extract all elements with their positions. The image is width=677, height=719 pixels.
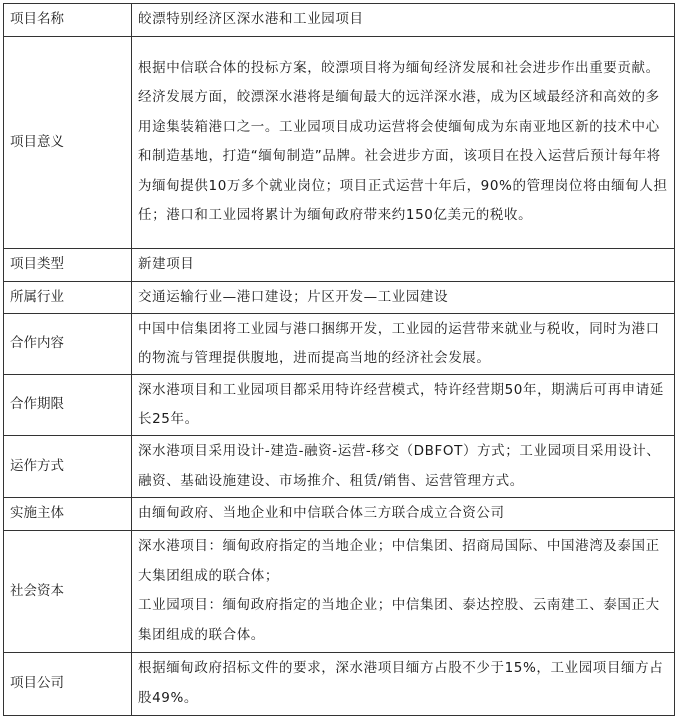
table-row (4, 249, 675, 282)
row-label: 项目意义 (4, 36, 132, 249)
row-value (132, 375, 675, 436)
row-value (132, 249, 675, 282)
table-row (4, 36, 675, 249)
row-label: 运作方式 (4, 436, 132, 498)
table-row (4, 436, 675, 498)
row-label: 项目公司 (4, 652, 132, 715)
row-label: 所属行业 (4, 281, 132, 314)
row-value-text: 交通运输行业—港口建设；片区开发—工业园建设 (138, 288, 449, 305)
table-row (4, 281, 675, 314)
row-value (132, 314, 675, 375)
row-value-text: 根据中信联合体的投标方案，皎漂项目将为缅甸经济发展和社会进步作出重要贡献。经济发展方面，皎漂深水港将是缅甸最大的远洋深水港，成为区域最经济和高效的多用途集装箱港口之一。工业园项目成功运营将会使缅甸成为东南亚地区新的技术中心和制造基地，打造“缅甸制造”品牌。社会进步方面，该项目在投入运营后预计每年将为缅甸提供10万多个就业岗位；项目正式运营十年后，90%的管理岗位将由缅甸人担任；港口和工业园将累计为缅甸政府带来约150亿美元的税收。 (138, 59, 668, 224)
row-value (132, 530, 675, 652)
table-row (4, 530, 675, 652)
row-label: 社会资本 (4, 530, 132, 652)
row-value-text: 皎漂特别经济区深水港和工业园项目 (138, 11, 364, 28)
table-row (4, 314, 675, 375)
row-value-text: 深水港项目和工业园项目都采用特许经营模式，特许经营期50年，期满后可再申请延长25年。 (138, 381, 664, 428)
table-row (4, 375, 675, 436)
row-value (132, 652, 675, 715)
row-value-text: 深水港项目：缅甸政府指定的当地企业；中信集团、招商局国际、中国港湾及泰国正大集团组成的联合体； (138, 538, 660, 584)
row-label: 项目类型 (4, 249, 132, 282)
row-value-text: 深水港项目采用设计-建造-融资-运营-移交（DBFOT）方式；工业园项目采用设计、融资、基础设施建设、市场推介、租赁/销售、运营管理方式。 (138, 443, 661, 489)
table-row (4, 652, 675, 715)
table-row (4, 4, 675, 37)
row-value (132, 4, 675, 37)
row-value (132, 436, 675, 498)
row-label: 合作内容 (4, 314, 132, 375)
row-label: 项目名称 (4, 4, 132, 37)
row-value-text: 根据缅甸政府招标文件的要求，深水港项目缅方占股不少于15%，工业园项目缅方占股49%。 (138, 660, 664, 706)
project-info-table (3, 3, 675, 716)
row-label: 合作期限 (4, 375, 132, 436)
row-value (132, 281, 675, 314)
row-value (132, 498, 675, 531)
row-value-text: 工业园项目：缅甸政府指定的当地企业；中信集团、泰达控股、云南建工、泰国正大集团组成的联合体。 (138, 597, 660, 643)
row-value-text: 新建项目 (138, 256, 195, 273)
row-value-text: 由缅甸政府、当地企业和中信联合体三方联合成立合资公司 (138, 505, 505, 522)
row-value-text: 中国中信集团将工业园与港口捆绑开发，工业园的运营带来就业与税收，同时为港口的物流与管理提供腹地，进而提高当地的经济社会发展。 (138, 320, 660, 367)
row-label: 实施主体 (4, 498, 132, 531)
row-value (132, 36, 675, 249)
table-row (4, 498, 675, 531)
